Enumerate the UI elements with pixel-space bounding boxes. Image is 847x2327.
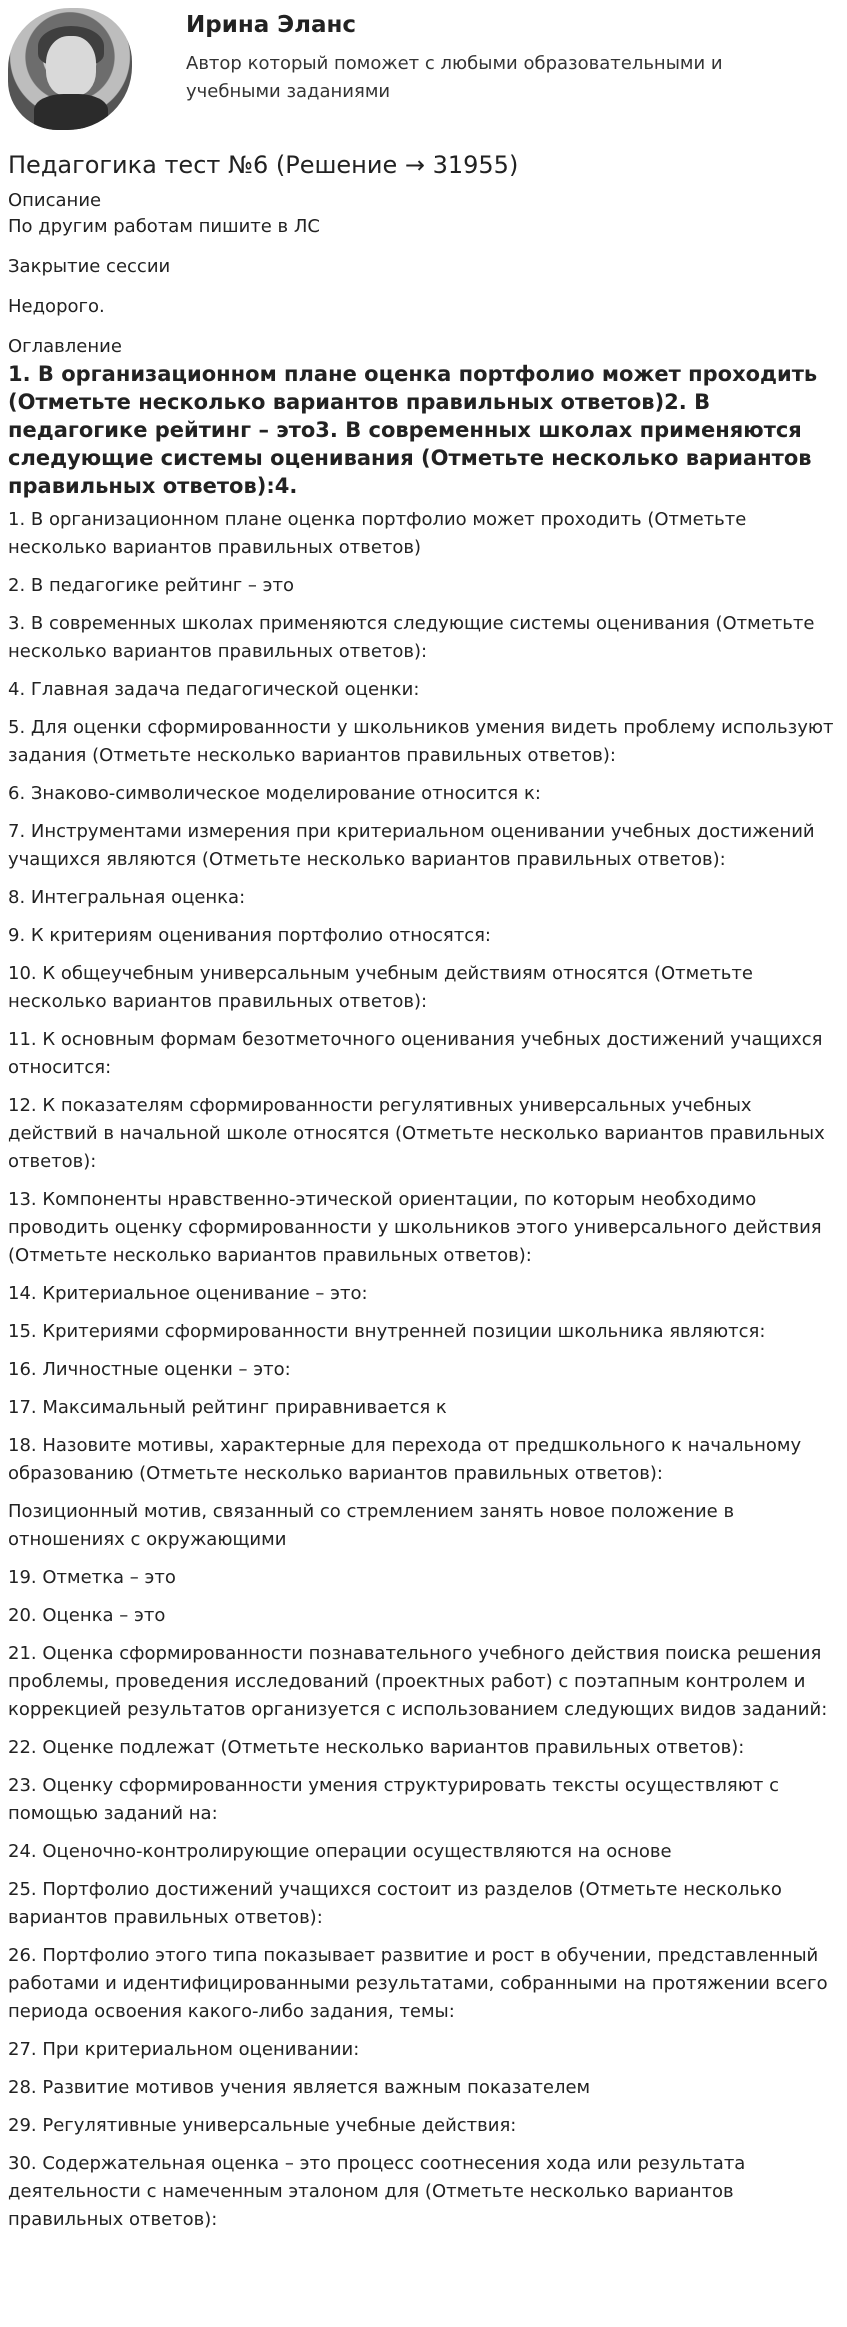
question-item: 5. Для оценки сформированности у школьников умения видеть проблему используют задания (Отметьте несколько вариантов правильных ответов): <box>8 717 834 766</box>
question-item: 1. В организационном плане оценка портфолио может проходить (Отметьте несколько вариантов правильных ответов) <box>8 509 747 558</box>
question-item: 24. Оценочно-контролирующие операции осуществляются на основе <box>8 1841 672 1862</box>
author-card <box>0 0 847 138</box>
question-item: 8. Интегральная оценка: <box>8 887 246 908</box>
question-item: 28. Развитие мотивов учения является важным показателем <box>8 2077 591 2098</box>
question-item: 30. Содержательная оценка – это процесс соотнесения хода или результата деятельности с намеченным эталоном для (Отметьте несколько вариантов правильных ответов): <box>8 2153 746 2230</box>
avatar-face <box>46 36 96 96</box>
question-item: 12. К показателям сформированности регулятивных универсальных учебных действий в начальной школе относятся (Отметьте несколько вариантов правильных ответов): <box>8 1095 825 1172</box>
question-item: 2. В педагогике рейтинг – это <box>8 575 295 596</box>
question-item: 29. Регулятивные универсальные учебные действия: <box>8 2115 517 2136</box>
question-item: 6. Знаково-символическое моделирование относится к: <box>8 783 541 804</box>
question-item: 17. Максимальный рейтинг приравнивается к <box>8 1397 447 1418</box>
page-title: Педагогика тест №6 (Решение → 31955) <box>8 151 519 179</box>
content <box>0 150 847 2234</box>
question-item: 11. К основным формам безотметочного оценивания учебных достижений учащихся относится: <box>8 1029 823 1078</box>
description-line: Недорого. <box>8 296 105 317</box>
question-item: 23. Оценку сформированности умения структурировать тексты осуществляют с помощью заданий на: <box>8 1775 780 1824</box>
question-item: 13. Компоненты нравственно-этической ориентации, по которым необходимо проводить оценку сформированности у школьников этого универсального действия (Отметьте несколько вариантов правильных ответов): <box>8 1189 822 1266</box>
question-item: 10. К общеучебным универсальным учебным действиям относятся (Отметьте несколько вариантов правильных ответов): <box>8 963 753 1012</box>
question-item: 7. Инструментами измерения при критериальном оценивании учебных достижений учащихся являются (Отметьте несколько вариантов правильных ответов): <box>8 821 815 870</box>
question-item: 15. Критериями сформированности внутренней позиции школьника являются: <box>8 1321 766 1342</box>
question-item: 3. В современных школах применяются следующие системы оценивания (Отметьте несколько вариантов правильных ответов): <box>8 613 815 662</box>
toc-label: Оглавление <box>8 336 122 357</box>
question-item: 16. Личностные оценки – это: <box>8 1359 291 1380</box>
question-item: 21. Оценка сформированности познавательного учебного действия поиска решения проблемы, проведения исследований (проектных работ) с поэтапным контролем и коррекцией результатов организуется с использованием следующих видов заданий: <box>8 1643 828 1720</box>
question-item: 4. Главная задача педагогической оценки: <box>8 679 420 700</box>
question-item: Позиционный мотив, связанный со стремлением занять новое положение в отношениях с окружающими <box>8 1501 735 1550</box>
spacer <box>8 240 839 254</box>
question-item: 20. Оценка – это <box>8 1605 166 1626</box>
author-name[interactable]: Ирина Эланс <box>186 12 357 38</box>
description-line: По другим работам пишите в ЛС <box>8 216 320 237</box>
avatar-body <box>34 94 108 130</box>
spacer <box>8 280 839 294</box>
question-item: 27. При критериальном оценивании: <box>8 2039 360 2060</box>
toc-heading: 1. В организационном плане оценка портфолио может проходить (Отметьте несколько вариантов правильных ответов)2. В педагогике рейтинг – это3. В современных школах применяются следующие системы оценивания (Отметьте несколько вариантов правильных ответов):4. <box>8 362 818 498</box>
question-item: 25. Портфолио достижений учащихся состоит из разделов (Отметьте несколько вариантов правильных ответов): <box>8 1879 782 1928</box>
description-label: Описание <box>8 190 102 211</box>
author-description: Автор который поможет с любыми образовательными и учебными заданиями <box>186 53 723 102</box>
description-line: Закрытие сессии <box>8 256 171 277</box>
question-item: 14. Критериальное оценивание – это: <box>8 1283 368 1304</box>
question-list <box>8 506 839 2234</box>
question-item: 9. К критериям оценивания портфолио относятся: <box>8 925 491 946</box>
spacer <box>8 320 839 334</box>
question-item: 19. Отметка – это <box>8 1567 176 1588</box>
avatar[interactable] <box>8 8 132 130</box>
question-item: 26. Портфолио этого типа показывает развитие и рост в обучении, представленный работами и идентифицированными результатами, собранными на протяжении всего периода освоения какого-либо задания, темы: <box>8 1945 828 2022</box>
question-item: 18. Назовите мотивы, характерные для перехода от предшкольного к начальному образованию (Отметьте несколько вариантов правильных ответов): <box>8 1435 802 1484</box>
question-item: 22. Оценке подлежат (Отметьте несколько вариантов правильных ответов): <box>8 1737 745 1758</box>
